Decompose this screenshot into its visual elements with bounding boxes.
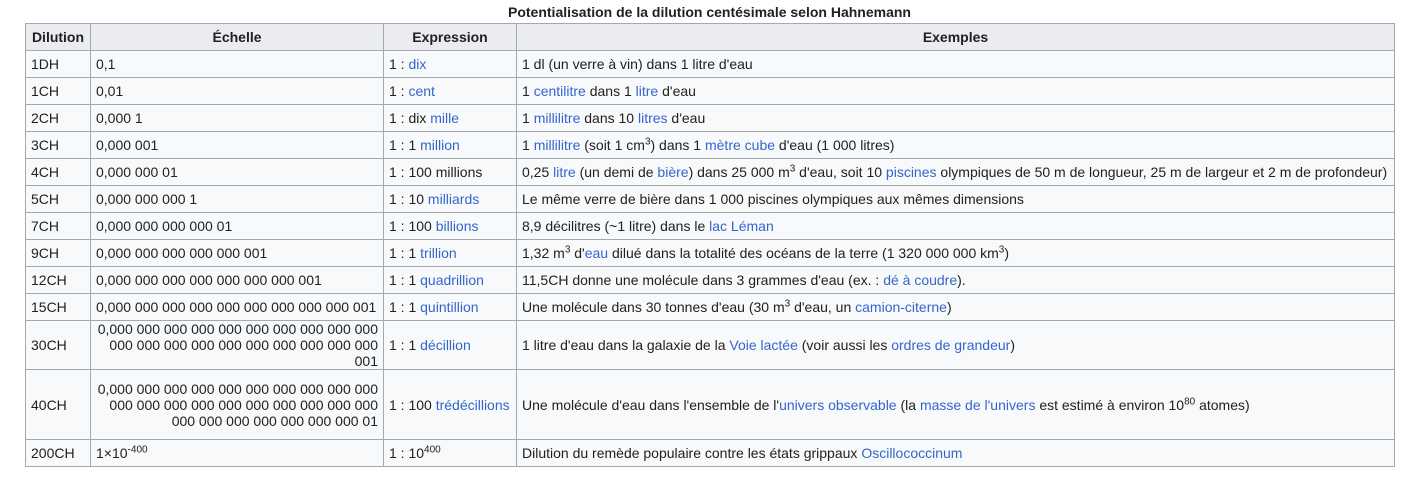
- cell-text: dans 1: [585, 83, 636, 99]
- superscript: -400: [127, 444, 148, 456]
- wiki-link[interactable]: litre: [553, 164, 576, 180]
- superscript: 400: [424, 444, 441, 456]
- exemples-cell: [517, 321, 1395, 370]
- cell-text: d'eau, un: [790, 299, 856, 315]
- cell-text: 0,01: [96, 83, 124, 99]
- cell-text: d'eau, soit 10: [795, 164, 886, 180]
- cell-text: 0,000 000 000 000 000 000 000 000 000 000 000 000 000 000 000 000 000 000 000 000 000 000 000 000 000 000 000 01: [97, 380, 378, 429]
- expression-cell: [384, 267, 517, 294]
- dilution-cell: 40CH: [26, 370, 91, 440]
- dilution-cell: 30CH: [26, 321, 91, 370]
- cell-text: 0,000 000 000 000 000 000 000 000 000 001: [96, 299, 377, 315]
- cell-text: 1 : 100 millions: [389, 164, 483, 180]
- exemples-cell: [517, 370, 1395, 440]
- dilution-cell: 12CH: [26, 267, 91, 294]
- cell-text: 0,25: [522, 164, 554, 180]
- cell-text: 11,5CH donne une molécule dans 3 grammes d'eau (ex. :: [522, 272, 884, 288]
- cell-text: Une molécule d'eau dans l'ensemble de l': [522, 396, 780, 413]
- wiki-link[interactable]: masse de l'univers: [919, 396, 1036, 413]
- superscript: 3: [644, 136, 651, 148]
- cell-text: 1 :: [389, 83, 409, 99]
- expression-cell: [384, 105, 517, 132]
- expression-cell: [384, 78, 517, 105]
- cell-text: 1,32 m: [522, 245, 565, 261]
- wiki-link[interactable]: univers observable: [779, 396, 897, 413]
- dilution-cell: 4CH: [26, 159, 91, 186]
- wiki-link[interactable]: millilitre: [533, 137, 581, 153]
- exemples-cell: [517, 105, 1395, 132]
- cell-text: d': [570, 245, 585, 261]
- cell-text: 0,000 000 01: [96, 164, 178, 180]
- cell-text: 0,000 000 000 1: [96, 191, 198, 207]
- superscript: 3: [998, 244, 1005, 256]
- dilution-cell: 1CH: [26, 78, 91, 105]
- cell-text: d'eau: [658, 83, 696, 99]
- expression-cell: [384, 213, 517, 240]
- cell-text: d'eau (1 000 litres): [775, 137, 895, 153]
- cell-text: 0,000 000 000 000 000 000 000 000 000 000 000 000 000 000 000 000 000 000 000 000 001: [97, 321, 378, 369]
- exemples-cell: [517, 267, 1395, 294]
- echelle-cell: [91, 294, 384, 321]
- expression-cell: [384, 440, 517, 467]
- header-echelle: Échelle: [91, 24, 384, 51]
- table-row: [26, 78, 1395, 105]
- wiki-link[interactable]: bière: [657, 164, 689, 180]
- table-row: [26, 240, 1395, 267]
- table-row: [26, 440, 1395, 467]
- expression-cell: [384, 321, 517, 370]
- echelle-cell: [91, 267, 384, 294]
- cell-text: 1×10: [96, 445, 128, 461]
- cell-text: ) dans 1: [650, 137, 705, 153]
- table-row: [26, 321, 1395, 370]
- superscript: 80: [1184, 395, 1196, 407]
- table-header-row: [26, 24, 1395, 51]
- wiki-link[interactable]: ordres de grandeur: [891, 337, 1011, 353]
- cell-text: ) dans 25 000 m: [688, 164, 790, 180]
- cell-text: (voir aussi les: [797, 337, 892, 353]
- dilution-table: [25, 23, 1395, 467]
- wiki-link[interactable]: litre: [635, 83, 659, 99]
- cell-text: 0,000 000 000 000 000 001: [96, 245, 268, 261]
- cell-text: dilué dans la totalité des océans de la terre (1 320 000 000 km: [608, 245, 999, 261]
- cell-text: (un demi de: [575, 164, 658, 180]
- exemples-cell: [517, 440, 1395, 467]
- table-row: [26, 186, 1395, 213]
- dilution-cell: 7CH: [26, 213, 91, 240]
- superscript: 3: [564, 244, 571, 256]
- wiki-link[interactable]: milliards: [427, 191, 480, 207]
- expression-cell: [384, 186, 517, 213]
- wiki-link[interactable]: lac Léman: [709, 218, 774, 234]
- cell-text: Dilution du remède populaire contre les états grippaux: [522, 445, 862, 461]
- wiki-link[interactable]: billions: [435, 218, 479, 234]
- cell-text: ): [946, 299, 952, 315]
- cell-text: 1 : 10: [389, 445, 425, 461]
- dilution-cell: 1DH: [26, 51, 91, 78]
- wiki-link[interactable]: trillion: [420, 245, 457, 261]
- table-row: [26, 105, 1395, 132]
- echelle-cell: [91, 132, 384, 159]
- exemples-cell: [517, 51, 1395, 78]
- cell-text: 1 : 1: [389, 337, 421, 353]
- cell-text: 1: [522, 110, 534, 126]
- cell-text: 1 : 1: [389, 245, 421, 261]
- echelle-cell: [91, 240, 384, 267]
- echelle-cell: [91, 159, 384, 186]
- cell-text: 1 : 100: [389, 218, 436, 234]
- dilution-cell: 2CH: [26, 105, 91, 132]
- echelle-cell: [91, 440, 384, 467]
- cell-text: 1 : 100: [389, 396, 436, 413]
- superscript: 3: [789, 163, 796, 175]
- table-row: [26, 294, 1395, 321]
- cell-text: 0,000 001: [96, 137, 159, 153]
- wiki-link[interactable]: mille: [430, 110, 460, 126]
- table-row: [26, 370, 1395, 440]
- cell-text: ): [1004, 245, 1010, 261]
- cell-text: 1 dl (un verre à vin) dans 1 litre d'eau: [522, 56, 753, 72]
- table-body: [26, 51, 1395, 467]
- table-caption: Potentialisation de la dilution centésimale selon Hahnemann: [508, 4, 911, 20]
- cell-text: 1 : 1: [389, 272, 421, 288]
- echelle-cell: [91, 321, 384, 370]
- table-row: [26, 267, 1395, 294]
- cell-text: ).: [957, 272, 966, 288]
- wiki-link[interactable]: dix: [408, 56, 427, 72]
- wiki-link[interactable]: piscines: [885, 164, 937, 180]
- cell-text: dans 10: [580, 110, 638, 126]
- cell-text: 1 : 1: [389, 137, 421, 153]
- expression-cell: [384, 51, 517, 78]
- cell-text: 1 :: [389, 56, 409, 72]
- echelle-cell: [91, 213, 384, 240]
- dilution-cell: 200CH: [26, 440, 91, 467]
- dilution-cell: 9CH: [26, 240, 91, 267]
- wiki-link[interactable]: centilitre: [533, 83, 586, 99]
- table-row: [26, 159, 1395, 186]
- wiki-link[interactable]: million: [420, 137, 460, 153]
- cell-text: 1 : 10: [389, 191, 428, 207]
- table-row: [26, 51, 1395, 78]
- exemples-cell: [517, 294, 1395, 321]
- wiki-link[interactable]: Oscillococcinum: [861, 445, 963, 461]
- expression-cell: [384, 294, 517, 321]
- wiki-link[interactable]: litres: [637, 110, 668, 126]
- cell-text: 1 litre d'eau dans la galaxie de la: [522, 337, 730, 353]
- exemples-cell: [517, 213, 1395, 240]
- cell-text: d'eau: [667, 110, 706, 126]
- table-row: [26, 132, 1395, 159]
- wiki-link[interactable]: décillion: [420, 337, 471, 353]
- cell-text: (soit 1 cm: [580, 137, 645, 153]
- cell-text: atomes): [1195, 396, 1250, 413]
- echelle-cell: [91, 51, 384, 78]
- cell-text: ): [1010, 337, 1015, 353]
- echelle-cell: [91, 105, 384, 132]
- cell-text: olympiques de 50 m de longueur, 25 m de largeur et 2 m de profondeur): [936, 164, 1388, 180]
- expression-cell: [384, 240, 517, 267]
- header-expression: Expression: [384, 24, 517, 51]
- dilution-cell: 5CH: [26, 186, 91, 213]
- expression-cell: [384, 132, 517, 159]
- table-row: [26, 213, 1395, 240]
- header-exemples: Exemples: [517, 24, 1395, 51]
- cell-text: 8,9 décilitres (~1 litre) dans le: [522, 218, 710, 234]
- echelle-cell: [91, 78, 384, 105]
- exemples-cell: [517, 159, 1395, 186]
- cell-text: 0,000 1: [96, 110, 143, 126]
- superscript: 3: [784, 298, 791, 310]
- cell-text: est estimé à environ 10: [1035, 396, 1185, 413]
- echelle-cell: [91, 186, 384, 213]
- wiki-link[interactable]: millilitre: [533, 110, 581, 126]
- wiki-link[interactable]: eau: [584, 245, 609, 261]
- cell-text: Le même verre de bière dans 1 000 piscines olympiques aux mêmes dimensions: [522, 191, 1024, 207]
- cell-text: 1: [522, 137, 534, 153]
- wiki-link[interactable]: quintillion: [420, 299, 479, 315]
- expression-cell: [384, 370, 517, 440]
- cell-text: (la: [896, 396, 920, 413]
- cell-text: 0,1: [96, 56, 116, 72]
- cell-text: 1 : dix: [389, 110, 431, 126]
- exemples-cell: [517, 240, 1395, 267]
- header-dilution: Dilution: [26, 24, 91, 51]
- wiki-link[interactable]: trédécillions: [435, 396, 510, 413]
- cell-text: 1 : 1: [389, 299, 421, 315]
- expression-cell: [384, 159, 517, 186]
- wiki-link[interactable]: Voie lactée: [729, 337, 798, 353]
- dilution-cell: 3CH: [26, 132, 91, 159]
- wiki-link[interactable]: cent: [408, 83, 435, 99]
- wiki-link[interactable]: mètre cube: [704, 137, 776, 153]
- wiki-link[interactable]: quadrillion: [420, 272, 484, 288]
- exemples-cell: [517, 78, 1395, 105]
- echelle-cell: [91, 370, 384, 440]
- exemples-cell: [517, 132, 1395, 159]
- dilution-cell: 15CH: [26, 294, 91, 321]
- cell-text: 0,000 000 000 000 000 000 000 001: [96, 272, 322, 288]
- exemples-cell: [517, 186, 1395, 213]
- wiki-link[interactable]: camion-citerne: [855, 299, 947, 315]
- cell-text: 1: [522, 83, 534, 99]
- wiki-link[interactable]: dé à coudre: [883, 272, 958, 288]
- cell-text: 0,000 000 000 000 01: [96, 218, 233, 234]
- cell-text: Une molécule dans 30 tonnes d'eau (30 m: [522, 299, 785, 315]
